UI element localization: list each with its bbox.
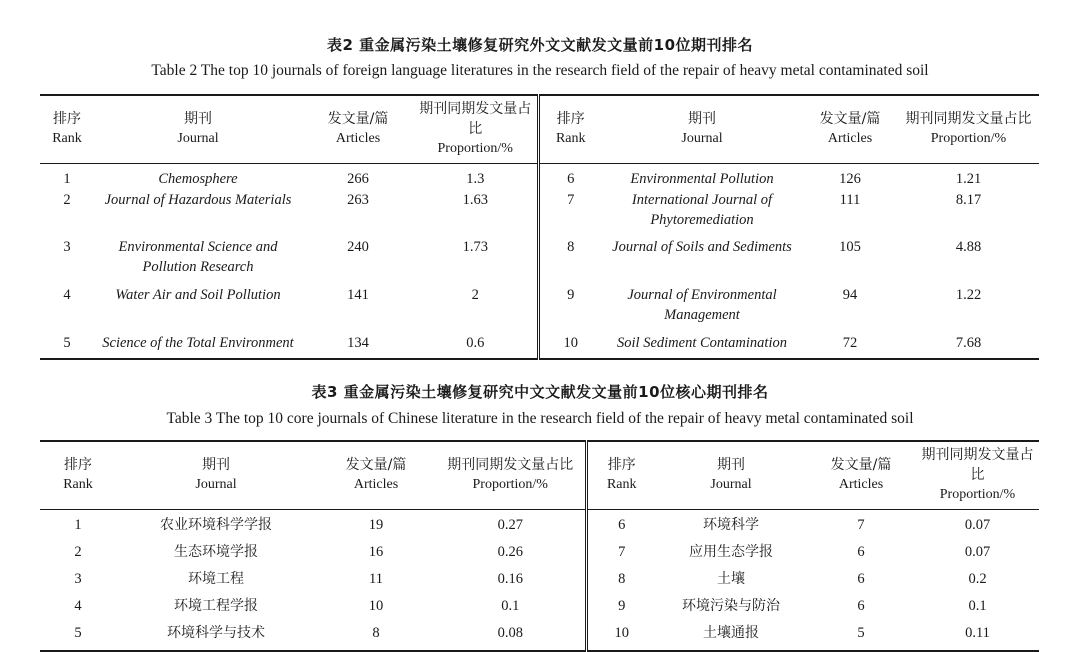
table-row [40,539,1039,566]
header-proportion: 期刊同期发文量占比 Proportion/% [916,441,1039,510]
rank-cell: 3 [63,239,71,255]
articles-cell: 5 [806,620,916,651]
proportion-cell: 1.73 [414,237,538,285]
table3-header [40,441,1039,510]
journal-cell: 农业环境科学学报 [160,517,272,533]
journal-cell: Journal of Environmental Management [627,287,777,323]
proportion-cell: 0.27 [436,510,586,540]
rank-cell: 7 [567,192,575,208]
journal-cell: Chemosphere [158,171,238,187]
header-journal: 期刊 Journal [602,95,802,164]
header-rank: 排序 Rank [40,95,94,164]
journal-cell: 环境科学 [703,517,759,533]
journal-cell: 环境科学与技术 [116,620,316,651]
rank-cell: 8 [567,239,575,255]
rank-cell: 10 [586,620,656,651]
journal-cell: Journal of Hazardous Materials [104,192,292,208]
header-journal: 期刊 Journal [116,441,316,510]
header-journal: 期刊 Journal [656,441,806,510]
table-row [40,190,1039,237]
journal-cell: 土壤通报 [656,620,806,651]
journal-cell: Environmental Pollution [630,171,774,187]
journal-cell: Environmental Science and Pollution Research [118,239,278,275]
articles-cell: 6 [857,571,865,587]
table-row [40,285,1039,333]
journal-cell: Journal of Soils and Sediments [612,239,792,255]
articles-cell: 126 [839,171,861,187]
table3-caption-en: Table 3 The top 10 core journals of Chinese literature in the research field of the repair of heavy metal contaminated soil [166,410,914,427]
proportion-cell: 0.08 [436,620,586,651]
journal-cell: 应用生态学报 [689,544,773,560]
header-articles: 发文量/篇 Articles [806,441,916,510]
rank-cell: 4 [63,287,71,303]
rank-cell: 5 [40,333,94,359]
header-proportion: 期刊同期发文量占比 Proportion/% [414,95,538,164]
proportion-cell: 0.1 [968,598,987,614]
journal-cell: 生态环境学报 [174,544,258,560]
journal-cell: Soil Sediment Contamination [602,333,802,359]
journal-cell: Water Air and Soil Pollution [115,287,281,303]
rank-cell: 9 [618,598,626,614]
table-row [40,620,1039,651]
rank-cell: 2 [63,192,71,208]
articles-cell: 10 [368,598,384,614]
proportion-cell: 0.16 [436,566,586,593]
articles-cell: 7 [857,517,865,533]
rank-cell: 6 [618,517,626,533]
rank-cell: 6 [567,171,575,187]
rank-cell: 7 [618,544,626,560]
header-proportion: 期刊同期发文量占比 Proportion/% [436,441,586,510]
header-proportion: 期刊同期发文量占比 Proportion/% [898,95,1039,164]
table3 [40,440,1039,652]
articles-cell: 141 [347,287,369,303]
rank-cell: 3 [74,571,82,587]
articles-cell: 240 [347,239,369,255]
journal-cell: 环境污染与防治 [682,598,780,614]
journal-cell: International Journal of Phytoremediation [631,192,773,228]
table-row [40,510,1039,540]
header-articles: 发文量/篇 Articles [802,95,898,164]
rank-cell: 4 [74,598,82,614]
proportion-cell: 7.68 [898,333,1039,359]
header-rank: 排序 Rank [538,95,602,164]
articles-cell: 11 [369,571,383,587]
journal-cell: 环境工程 [188,571,244,587]
proportion-cell: 0.6 [414,333,538,359]
proportion-cell: 1.22 [955,287,982,303]
table-row [40,164,1039,191]
journal-cell: Science of the Total Environment [94,333,302,359]
articles-cell: 16 [368,544,384,560]
proportion-cell: 0.07 [964,517,991,533]
table-row [40,593,1039,620]
header-articles: 发文量/篇 Articles [302,95,414,164]
rank-cell: 2 [74,544,82,560]
articles-cell: 111 [839,192,861,208]
header-rank: 排序 Rank [40,441,116,510]
table2 [40,94,1039,360]
journal-cell: 环境工程学报 [174,598,258,614]
proportion-cell: 1.3 [414,164,538,191]
proportion-cell: 0.2 [968,571,987,587]
header-articles: 发文量/篇 Articles [316,441,436,510]
articles-cell: 8 [316,620,436,651]
rank-cell: 5 [40,620,116,651]
proportion-cell: 0.11 [916,620,1039,651]
header-rank: 排序 Rank [586,441,656,510]
proportion-cell: 0.26 [436,539,586,566]
rank-cell: 8 [618,571,626,587]
articles-cell: 19 [368,517,384,533]
rank-cell: 1 [74,517,82,533]
articles-cell: 134 [302,333,414,359]
table3-caption-cn: 表3 重金属污染土壤修复研究中文文献发文量前10位核心期刊排名 [311,383,769,401]
proportion-cell: 1.21 [955,171,982,187]
table-row [40,237,1039,285]
table-row [40,333,1039,359]
articles-cell: 72 [802,333,898,359]
proportion-cell: 2 [414,285,538,333]
articles-cell: 94 [842,287,858,303]
proportion-cell: 0.07 [964,544,991,560]
table-row [40,566,1039,593]
table2-caption-en: Table 2 The top 10 journals of foreign language literatures in the research field of the repair of heavy metal contaminated soil [151,62,929,79]
table2-header [40,95,1039,164]
proportion-cell: 8.17 [955,192,982,208]
proportion-cell: 0.1 [436,593,586,620]
articles-cell: 6 [857,598,865,614]
table2-caption-cn: 表2 重金属污染土壤修复研究外文文献发文量前10位期刊排名 [326,36,754,54]
header-journal: 期刊 Journal [94,95,302,164]
rank-cell: 9 [567,287,575,303]
rank-cell: 10 [538,333,602,359]
journal-cell: 土壤 [717,571,745,587]
articles-cell: 263 [347,192,369,208]
articles-cell: 266 [347,171,369,187]
articles-cell: 6 [857,544,865,560]
rank-cell: 1 [63,171,71,187]
articles-cell: 105 [839,239,861,255]
proportion-cell: 1.63 [414,190,538,237]
proportion-cell: 4.88 [955,239,982,255]
